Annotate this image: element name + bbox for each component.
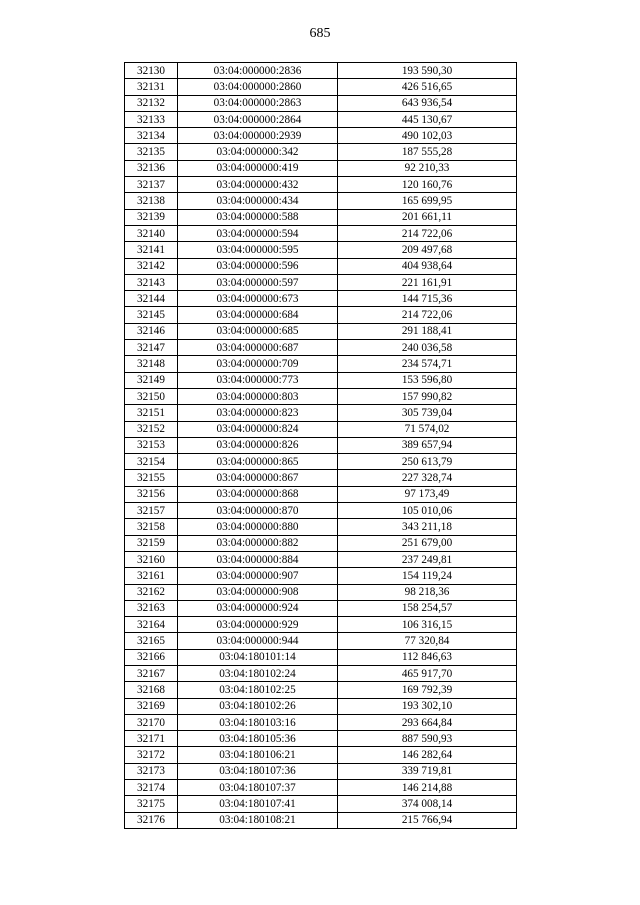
row-number-cell: 32145 [125, 307, 178, 323]
cadastral-number-cell: 03:04:000000:826 [178, 437, 338, 453]
row-number-cell: 32158 [125, 519, 178, 535]
value-cell: 445 130,67 [338, 111, 517, 127]
row-number-cell: 32150 [125, 388, 178, 404]
cadastral-number-cell: 03:04:000000:868 [178, 486, 338, 502]
row-number-cell: 32138 [125, 193, 178, 209]
table-row [125, 95, 517, 111]
value-cell: 97 173,49 [338, 486, 517, 502]
table-row [125, 177, 517, 193]
table-row [125, 242, 517, 258]
cadastral-number-cell: 03:04:000000:2864 [178, 111, 338, 127]
value-cell: 71 574,02 [338, 421, 517, 437]
table-row [125, 405, 517, 421]
table-row [125, 731, 517, 747]
cadastral-number-cell: 03:04:000000:773 [178, 372, 338, 388]
value-cell: 146 282,64 [338, 747, 517, 763]
value-cell: 214 722,06 [338, 225, 517, 241]
row-number-cell: 32152 [125, 421, 178, 437]
cadastral-number-cell: 03:04:000000:597 [178, 274, 338, 290]
table-row [125, 633, 517, 649]
table-body [125, 63, 517, 829]
cadastral-number-cell: 03:04:000000:865 [178, 454, 338, 470]
cadastral-number-cell: 03:04:180106:21 [178, 747, 338, 763]
row-number-cell: 32133 [125, 111, 178, 127]
value-cell: 154 119,24 [338, 568, 517, 584]
value-cell: 887 590,93 [338, 731, 517, 747]
cadastral-number-cell: 03:04:180102:25 [178, 682, 338, 698]
table-row [125, 372, 517, 388]
row-number-cell: 32155 [125, 470, 178, 486]
value-cell: 157 990,82 [338, 388, 517, 404]
value-cell: 165 699,95 [338, 193, 517, 209]
row-number-cell: 32131 [125, 79, 178, 95]
value-cell: 106 316,15 [338, 617, 517, 633]
row-number-cell: 32143 [125, 274, 178, 290]
cadastral-number-cell: 03:04:000000:882 [178, 535, 338, 551]
cadastral-number-cell: 03:04:180102:26 [178, 698, 338, 714]
table-row [125, 225, 517, 241]
row-number-cell: 32156 [125, 486, 178, 502]
cadastral-number-cell: 03:04:000000:867 [178, 470, 338, 486]
cadastral-number-cell: 03:04:000000:596 [178, 258, 338, 274]
cadastral-number-cell: 03:04:000000:884 [178, 551, 338, 567]
table-row [125, 128, 517, 144]
table-row [125, 714, 517, 730]
cadastral-number-cell: 03:04:180103:16 [178, 714, 338, 730]
table-row [125, 258, 517, 274]
cadastral-number-cell: 03:04:000000:673 [178, 291, 338, 307]
table-row [125, 665, 517, 681]
cadastral-number-cell: 03:04:180105:36 [178, 731, 338, 747]
cadastral-number-cell: 03:04:000000:434 [178, 193, 338, 209]
table-row [125, 763, 517, 779]
table-row [125, 111, 517, 127]
table-row [125, 747, 517, 763]
value-cell: 105 010,06 [338, 503, 517, 519]
table-row [125, 535, 517, 551]
table-row [125, 617, 517, 633]
row-number-cell: 32164 [125, 617, 178, 633]
row-number-cell: 32151 [125, 405, 178, 421]
table-row [125, 470, 517, 486]
value-cell: 293 664,84 [338, 714, 517, 730]
value-cell: 221 161,91 [338, 274, 517, 290]
cadastral-number-cell: 03:04:000000:929 [178, 617, 338, 633]
row-number-cell: 32157 [125, 503, 178, 519]
value-cell: 426 516,65 [338, 79, 517, 95]
cadastral-number-cell: 03:04:000000:870 [178, 503, 338, 519]
row-number-cell: 32160 [125, 551, 178, 567]
cadastral-number-cell: 03:04:000000:2860 [178, 79, 338, 95]
row-number-cell: 32171 [125, 731, 178, 747]
cadastral-number-cell: 03:04:000000:595 [178, 242, 338, 258]
cadastral-number-cell: 03:04:180107:37 [178, 780, 338, 796]
cadastral-number-cell: 03:04:000000:924 [178, 600, 338, 616]
row-number-cell: 32163 [125, 600, 178, 616]
table-row [125, 519, 517, 535]
table-row [125, 437, 517, 453]
value-cell: 120 160,76 [338, 177, 517, 193]
value-cell: 250 613,79 [338, 454, 517, 470]
value-cell: 193 302,10 [338, 698, 517, 714]
table-row [125, 682, 517, 698]
row-number-cell: 32169 [125, 698, 178, 714]
cadastral-number-cell: 03:04:000000:342 [178, 144, 338, 160]
value-cell: 193 590,30 [338, 63, 517, 79]
value-cell: 291 188,41 [338, 323, 517, 339]
table-row [125, 209, 517, 225]
table-row [125, 274, 517, 290]
table-row [125, 388, 517, 404]
cadastral-number-cell: 03:04:180107:36 [178, 763, 338, 779]
row-number-cell: 32174 [125, 780, 178, 796]
table-row [125, 307, 517, 323]
value-cell: 77 320,84 [338, 633, 517, 649]
cadastral-number-cell: 03:04:000000:824 [178, 421, 338, 437]
cadastral-number-cell: 03:04:000000:687 [178, 340, 338, 356]
cadastral-number-cell: 03:04:000000:803 [178, 388, 338, 404]
value-cell: 389 657,94 [338, 437, 517, 453]
value-cell: 234 574,71 [338, 356, 517, 372]
value-cell: 169 792,39 [338, 682, 517, 698]
cadastral-number-cell: 03:04:000000:823 [178, 405, 338, 421]
table-row [125, 193, 517, 209]
value-cell: 343 211,18 [338, 519, 517, 535]
table-row [125, 796, 517, 812]
row-number-cell: 32165 [125, 633, 178, 649]
value-cell: 643 936,54 [338, 95, 517, 111]
row-number-cell: 32153 [125, 437, 178, 453]
table-row [125, 63, 517, 79]
row-number-cell: 32175 [125, 796, 178, 812]
cadastral-number-cell: 03:04:000000:880 [178, 519, 338, 535]
cadastral-number-cell: 03:04:000000:594 [178, 225, 338, 241]
row-number-cell: 32161 [125, 568, 178, 584]
table-row [125, 649, 517, 665]
cadastral-number-cell: 03:04:000000:2836 [178, 63, 338, 79]
row-number-cell: 32159 [125, 535, 178, 551]
table-row [125, 698, 517, 714]
value-cell: 201 661,11 [338, 209, 517, 225]
row-number-cell: 32168 [125, 682, 178, 698]
cadastral-number-cell: 03:04:000000:2863 [178, 95, 338, 111]
row-number-cell: 32137 [125, 177, 178, 193]
value-cell: 187 555,28 [338, 144, 517, 160]
value-cell: 251 679,00 [338, 535, 517, 551]
row-number-cell: 32140 [125, 225, 178, 241]
cadastral-number-cell: 03:04:000000:709 [178, 356, 338, 372]
value-cell: 153 596,80 [338, 372, 517, 388]
table-row [125, 600, 517, 616]
row-number-cell: 32154 [125, 454, 178, 470]
value-cell: 146 214,88 [338, 780, 517, 796]
value-cell: 215 766,94 [338, 812, 517, 828]
cadastral-number-cell: 03:04:180107:41 [178, 796, 338, 812]
row-number-cell: 32173 [125, 763, 178, 779]
value-cell: 158 254,57 [338, 600, 517, 616]
cadastral-number-cell: 03:04:000000:419 [178, 160, 338, 176]
table-row [125, 79, 517, 95]
value-cell: 240 036,58 [338, 340, 517, 356]
cadastral-number-cell: 03:04:000000:432 [178, 177, 338, 193]
cadastral-number-cell: 03:04:000000:908 [178, 584, 338, 600]
cadastral-number-cell: 03:04:000000:907 [178, 568, 338, 584]
table-row [125, 421, 517, 437]
value-cell: 374 008,14 [338, 796, 517, 812]
row-number-cell: 32149 [125, 372, 178, 388]
value-cell: 404 938,64 [338, 258, 517, 274]
row-number-cell: 32146 [125, 323, 178, 339]
cadastral-number-cell: 03:04:180108:21 [178, 812, 338, 828]
row-number-cell: 32170 [125, 714, 178, 730]
row-number-cell: 32144 [125, 291, 178, 307]
row-number-cell: 32142 [125, 258, 178, 274]
table-row [125, 291, 517, 307]
row-number-cell: 32162 [125, 584, 178, 600]
row-number-cell: 32147 [125, 340, 178, 356]
value-cell: 339 719,81 [338, 763, 517, 779]
table-row [125, 551, 517, 567]
cadastral-number-cell: 03:04:180102:24 [178, 665, 338, 681]
cadastral-number-cell: 03:04:180101:14 [178, 649, 338, 665]
value-cell: 490 102,03 [338, 128, 517, 144]
value-cell: 305 739,04 [338, 405, 517, 421]
value-cell: 98 218,36 [338, 584, 517, 600]
row-number-cell: 32148 [125, 356, 178, 372]
table-row [125, 356, 517, 372]
cadastral-number-cell: 03:04:000000:2939 [178, 128, 338, 144]
row-number-cell: 32166 [125, 649, 178, 665]
cadastral-number-cell: 03:04:000000:944 [178, 633, 338, 649]
cadastral-value-table [124, 62, 517, 829]
table-row [125, 486, 517, 502]
row-number-cell: 32135 [125, 144, 178, 160]
table-row [125, 568, 517, 584]
table-row [125, 503, 517, 519]
cadastral-number-cell: 03:04:000000:588 [178, 209, 338, 225]
table-row [125, 812, 517, 828]
value-cell: 227 328,74 [338, 470, 517, 486]
value-cell: 92 210,33 [338, 160, 517, 176]
row-number-cell: 32134 [125, 128, 178, 144]
value-cell: 465 917,70 [338, 665, 517, 681]
table-row [125, 584, 517, 600]
row-number-cell: 32136 [125, 160, 178, 176]
cadastral-number-cell: 03:04:000000:684 [178, 307, 338, 323]
table-row [125, 144, 517, 160]
table-row [125, 160, 517, 176]
table-row [125, 323, 517, 339]
row-number-cell: 32167 [125, 665, 178, 681]
table-row [125, 340, 517, 356]
row-number-cell: 32176 [125, 812, 178, 828]
row-number-cell: 32139 [125, 209, 178, 225]
row-number-cell: 32130 [125, 63, 178, 79]
value-cell: 144 715,36 [338, 291, 517, 307]
value-cell: 209 497,68 [338, 242, 517, 258]
row-number-cell: 32141 [125, 242, 178, 258]
value-cell: 214 722,06 [338, 307, 517, 323]
row-number-cell: 32132 [125, 95, 178, 111]
table-row [125, 454, 517, 470]
value-cell: 237 249,81 [338, 551, 517, 567]
cadastral-number-cell: 03:04:000000:685 [178, 323, 338, 339]
page-number: 685 [309, 26, 331, 41]
row-number-cell: 32172 [125, 747, 178, 763]
table-row [125, 780, 517, 796]
value-cell: 112 846,63 [338, 649, 517, 665]
